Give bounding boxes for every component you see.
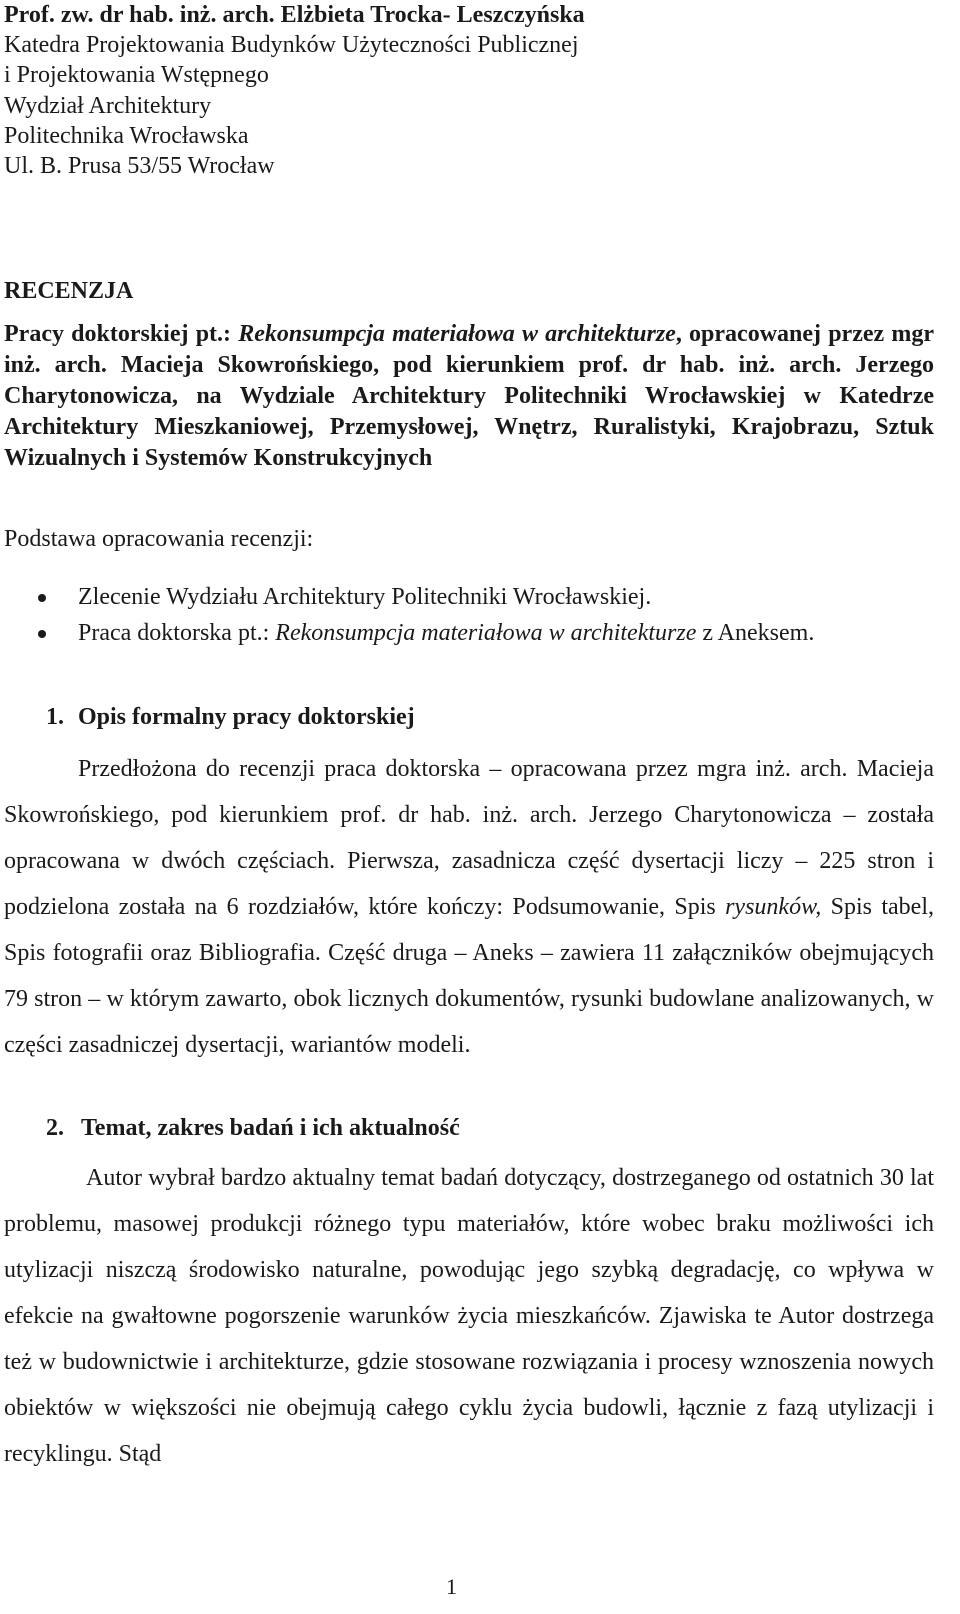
review-basis-list [0, 579, 940, 651]
department-line-2: i Projektowania Wstępnego [4, 62, 269, 89]
section-1-heading [46, 702, 415, 732]
section-1-title: Opis formalny pracy doktorskiej [78, 704, 415, 730]
bullet-icon [38, 630, 46, 638]
section-1-number: 1. [46, 704, 64, 730]
department-line-1: Katedra Projektowania Budynków Użyteczności Publicznej [4, 32, 579, 59]
basis-item-1: Zlecenie Wydziału Architektury Politechniki Wrocławskiej. [78, 584, 652, 610]
faculty-line: Wydział Architektury [4, 92, 212, 119]
list-item [0, 579, 940, 615]
section-1-text-italic: rysunków, [725, 894, 822, 920]
intro-thesis-title: Rekonsumpcja materiałowa w architekturze [238, 321, 676, 347]
review-title: RECENZJA [4, 278, 134, 304]
address-line: Ul. B. Prusa 53/55 Wrocław [4, 153, 275, 180]
review-basis-label: Podstawa opracowania recenzji: [4, 526, 314, 552]
basis-item-2-lead: Praca doktorska pt.: [78, 620, 276, 646]
section-2-title: Temat, zakres badań i ich aktualność [81, 1115, 460, 1141]
page-number: 1 [446, 1574, 457, 1599]
list-item [0, 615, 940, 651]
section-2-heading [46, 1113, 460, 1143]
reviewer-name: Prof. zw. dr hab. inż. arch. Elżbieta Trocka- Leszczyńska [4, 2, 585, 28]
basis-item-2-title: Rekonsumpcja materiałowa w architekturze [275, 620, 697, 646]
section-1-text-b: Spis tabel, Spis fotografii oraz Bibliografia. Część druga – Aneks – zawiera 11 załączników obejmujących 79 stron – w którym zawarto, obok licznych dokumentów, rysunki budowlane analizowanych, w części zasadniczej dysertacji, wariantów modeli. [4, 894, 935, 1058]
intro-lead: Pracy doktorskiej pt.: [4, 321, 239, 347]
university-line: Politechnika Wrocławska [4, 122, 249, 149]
basis-item-2-tail: z Aneksem. [696, 620, 815, 646]
bullet-icon [38, 594, 46, 602]
section-1-text-a: Przedłożona do recenzji praca doktorska – opracowana przez mgra inż. arch. Macieja Skowrońskiego, pod kierunkiem prof. dr hab. inż. arch. Jerzego Charytonowicza – została opracowana w dwóch częściach. Pierwsza, zasadnicza część dysertacji liczy – 225 stron i podzielona została na 6 rozdziałów, które kończy: Podsumowanie, Spis [4, 756, 934, 920]
reviewer-address-block [4, 0, 944, 181]
intro-rest: , opracowanej przez mgr inż. arch. Macieja Skowrońskiego, pod kierunkiem prof. dr hab. inż. arch. Jerzego Charytonowicza, na Wydziale Architektury Politechniki Wrocławskiej w Katedrze Architektury Mieszkaniowej, Przemysłowej, Wnętrz, Ruralistyki, Krajobrazu, Sztuk Wizualnych i Systemów Konstrukcyjnych [4, 321, 935, 471]
section-2-text: Autor wybrał bardzo aktualny temat badań dotyczący, dostrzeganego od ostatnich 30 lat problemu, masowej produkcji różnego typu materiałów, które wobec braku możliwości ich utylizacji niszczą środowisko naturalne, powodując jego szybką degradację, co wpływa w efekcie na gwałtowne pogorszenie warunków życia mieszkańców. Zjawiska te Autor dostrzega też w budownictwie i architekturze, gdzie stosowane rozwiązania i procesy wznoszenia nowych obiektów w większości nie obejmują całego cyklu życia budowli, łącznie z fazą utylizacji i recyklingu. Stąd [4, 1165, 934, 1467]
section-2-number: 2. [46, 1115, 64, 1141]
review-intro [4, 319, 934, 474]
section-1-text [4, 746, 934, 1068]
